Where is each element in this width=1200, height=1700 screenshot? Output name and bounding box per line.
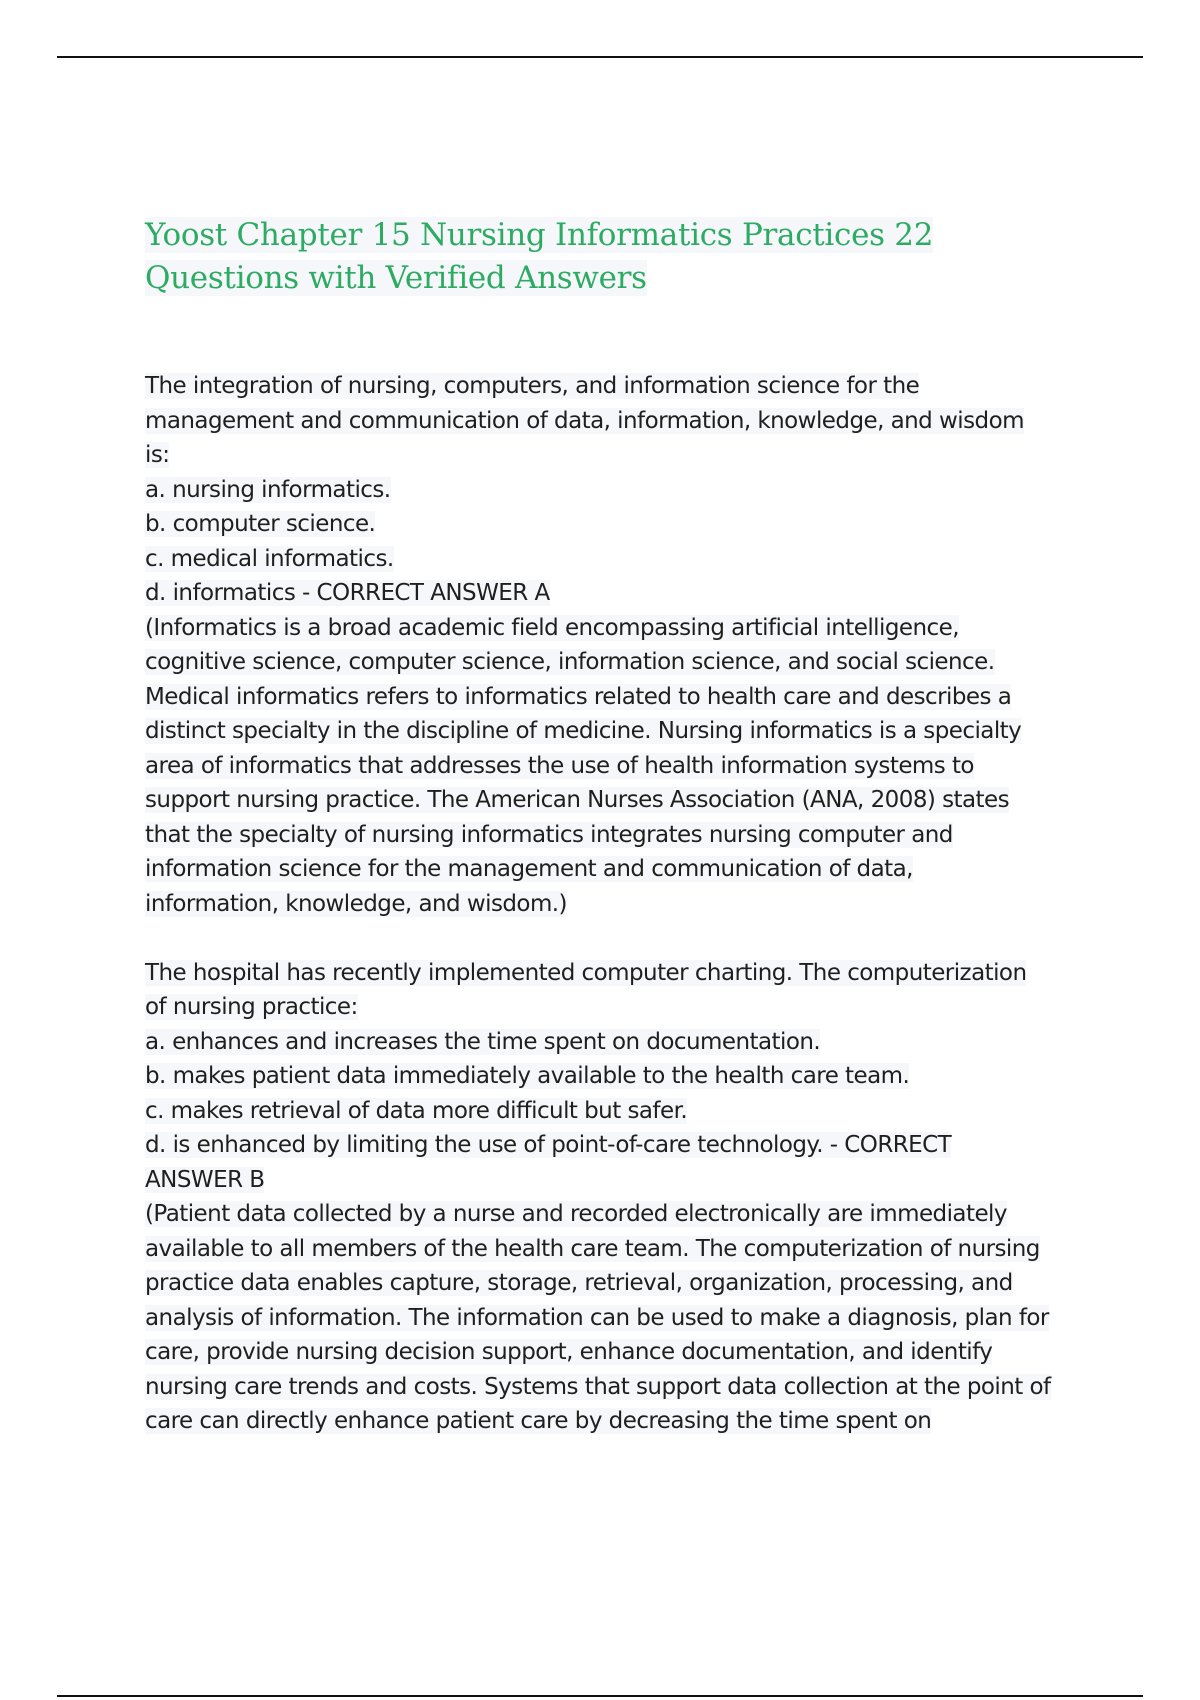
question-1: [145, 369, 1090, 921]
rationale-line: care, provide nursing decision support, enhance documentation, and identify: [145, 1339, 993, 1365]
rationale-line: Medical informatics refers to informatics related to health care and describes a: [145, 683, 1012, 710]
question-stem-line: The hospital has recently implemented computer charting. The computerization: [145, 959, 1027, 986]
rationale-line: (Patient data collected by a nurse and recorded electronically are immediately: [145, 1201, 1007, 1227]
title-line: Yoost Chapter 15 Nursing Informatics Practices 22: [145, 217, 934, 253]
answer-option: b. computer science.: [145, 511, 376, 537]
rationale-line: care can directly enhance patient care by decreasing the time spent on: [145, 1408, 932, 1434]
rationale-line: analysis of information. The information can be used to make a diagnosis, plan for: [145, 1304, 1049, 1331]
document-title: [145, 214, 1005, 300]
question-stem-line: is:: [145, 442, 170, 468]
rationale-line: practice data enables capture, storage, retrieval, organization, processing, and: [145, 1270, 1013, 1296]
answer-option: a. enhances and increases the time spent on documentation.: [145, 1028, 821, 1055]
title-line: Questions with Verified Answers: [145, 260, 647, 296]
question-stem-line: of nursing practice:: [145, 994, 358, 1020]
question-stem-line: The integration of nursing, computers, and information science for the: [145, 373, 920, 399]
answer-option: c. medical informatics.: [145, 545, 394, 572]
paragraph-gap: [145, 921, 1090, 956]
answer-option: a. nursing informatics.: [145, 476, 391, 503]
answer-option: ANSWER B: [145, 1166, 265, 1193]
rationale-line: support nursing practice. The American Nurses Association (ANA, 2008) states: [145, 787, 1010, 813]
bottom-divider: [57, 1695, 1143, 1697]
answer-option: b. makes patient data immediately available to the health care team.: [145, 1063, 910, 1089]
rationale-line: information, knowledge, and wisdom.): [145, 890, 567, 917]
rationale-line: nursing care trends and costs. Systems that support data collection at the point of: [145, 1373, 1051, 1400]
answer-option: d. informatics - CORRECT ANSWER A: [145, 580, 550, 606]
rationale-line: information science for the management and communication of data,: [145, 856, 913, 882]
rationale-line: cognitive science, computer science, information science, and social science.: [145, 649, 995, 675]
rationale-line: (Informatics is a broad academic field encompassing artificial intelligence,: [145, 614, 959, 641]
rationale-line: area of informatics that addresses the use of health information systems to: [145, 752, 974, 779]
document-body: [145, 369, 1090, 1439]
rationale-line: that the specialty of nursing informatics integrates nursing computer and: [145, 821, 953, 848]
answer-option: c. makes retrieval of data more difficult but safer.: [145, 1097, 688, 1124]
question-2: [145, 956, 1090, 1439]
question-stem-line: management and communication of data, information, knowledge, and wisdom: [145, 407, 1024, 434]
rationale-line: available to all members of the health care team. The computerization of nursing: [145, 1235, 1040, 1262]
top-divider: [57, 56, 1143, 58]
rationale-line: distinct specialty in the discipline of medicine. Nursing informatics is a specialty: [145, 718, 1022, 744]
answer-option: d. is enhanced by limiting the use of point-of-care technology. - CORRECT: [145, 1132, 952, 1158]
